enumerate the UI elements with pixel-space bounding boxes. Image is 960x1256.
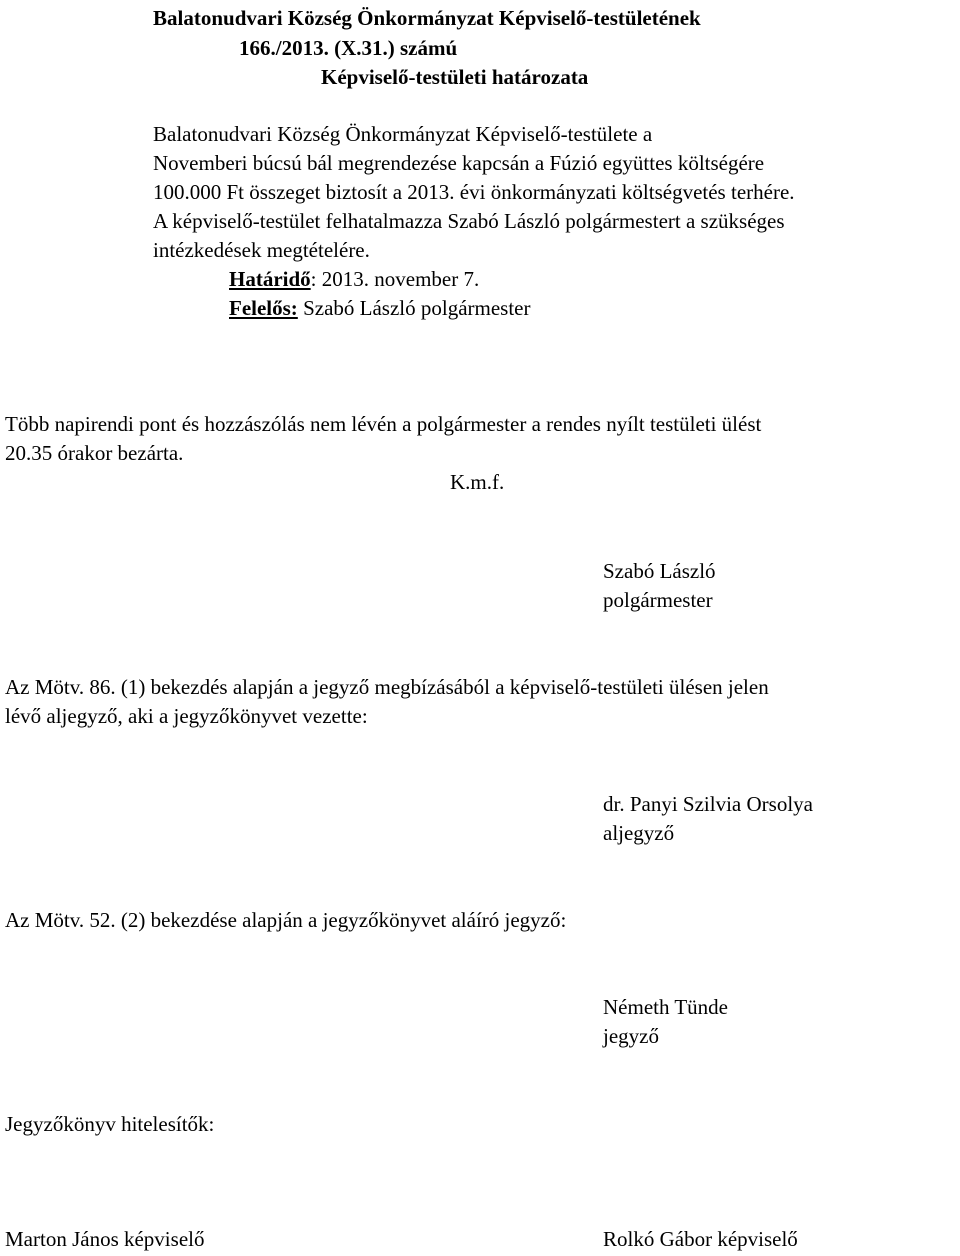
resolution-body-line5: intézkedések megtételére. (153, 238, 370, 262)
closing-line1: Több napirendi pont és hozzászólás nem lévén a polgármester a rendes nyílt testületi ülést (5, 412, 762, 436)
deputy-notary-name: dr. Panyi Szilvia Orsolya (603, 792, 813, 816)
closing-line2: 20.35 órakor bezárta. (5, 441, 184, 465)
deadline-line (229, 269, 479, 290)
responsible-value: Szabó László polgármester (297, 296, 531, 320)
authenticator-right: Rolkó Gábor képviselő (603, 1227, 798, 1251)
deadline-value: : 2013. november 7. (310, 267, 480, 291)
deadline-label: Határidő (229, 267, 311, 291)
deputy-notary-title: aljegyző (603, 821, 675, 845)
resolution-body-line4: A képviselő-testület felhatalmazza Szabó László polgármestert a szükséges (153, 209, 785, 233)
deputy-note-line2: lévő aljegyző, aki a jegyzőkönyvet vezette: (5, 704, 368, 728)
resolution-title-line2: 166./2013. (X.31.) számú (239, 36, 458, 60)
responsible-label: Felelős: (229, 296, 298, 320)
authenticators-label: Jegyzőkönyv hitelesítők: (5, 1112, 215, 1136)
authenticator-left: Marton János képviselő (5, 1227, 205, 1251)
responsible-line (229, 298, 530, 319)
notary-note-line1: Az Mötv. 52. (2) bekezdése alapján a jegyzőkönyvet aláíró jegyző: (5, 908, 567, 932)
deputy-note-line1: Az Mötv. 86. (1) bekezdés alapján a jegyző megbízásából a képviselő-testületi ülésen jelen (5, 675, 769, 699)
resolution-body-line3: 100.000 Ft összeget biztosít a 2013. évi önkormányzati költségvetés terhére. (153, 180, 795, 204)
kmf-text: K.m.f. (450, 470, 505, 494)
resolution-title-line3: Képviselő-testületi határozata (321, 65, 589, 89)
resolution-body-line2: Novemberi búcsú bál megrendezése kapcsán a Fúzió együttes költségére (153, 151, 765, 175)
notary-name: Németh Tünde (603, 995, 728, 1019)
resolution-title-line1: Balatonudvari Község Önkormányzat Képviselő-testületének (153, 6, 701, 30)
notary-title: jegyző (603, 1024, 659, 1048)
resolution-body-line1: Balatonudvari Község Önkormányzat Képviselő-testülete a (153, 122, 653, 146)
mayor-name: Szabó László (603, 559, 716, 583)
mayor-title: polgármester (603, 588, 713, 612)
